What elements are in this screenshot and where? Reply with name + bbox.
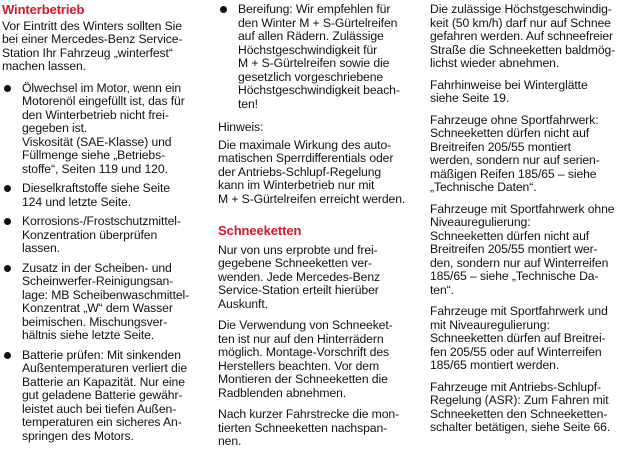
paragraph: Die zulässige Höchstgeschwindig- keit (50 km/h) darf nur auf Schnee gefahren werden. Auf schneefreier Straße die Schneeketten baldmög- lichst wieder abnehmen. [430, 2, 616, 70]
column-right [430, 3, 635, 443]
list-item: Ölwechsel im Motor, wenn ein Motorenöl eingefüllt ist, das für den Winterbetrieb nicht frei- gegeben ist. Viskosität (SAE-Klasse) und Füllmenge siehe „Betriebs- stoffe“, Seiten 119 und 120. [2, 82, 202, 177]
paragraph: Nur von uns erprobte und frei- gegebene Schneeketten ver- wenden. Jede Mercedes-Benz Service-Station erteilt hierüber Auskunft. [218, 242, 381, 311]
bullet-icon [220, 6, 227, 13]
paragraph: Fahrzeuge mit Sportfahrwerk und mit Niveauregulierung: Schneeketten dürfen auf Breitrei- fen 205/55 oder auf Winterreifen 185/65 montiert werden. [430, 304, 608, 372]
column-left [2, 3, 202, 449]
bullet-icon [4, 265, 11, 272]
bullet-icon [4, 85, 11, 92]
list-item: Dieselkraftstoffe siehe Seite 124 und letzte Seite. [2, 182, 202, 209]
tire-list [218, 3, 418, 111]
hint-label: Hinweis: [218, 120, 264, 134]
intro-paragraph: Vor Eintritt des Winters sollten Sie bei einer Mercedes-Benz Service- Station Ihr Fahrzeug „winterfest“ machen lassen. [2, 18, 183, 73]
bullet-icon [4, 185, 11, 192]
paragraph: Fahrzeuge mit Antriebs-Schlupf- Regelung (ASR): Zum Fahren mit Schneeketten den Schneeketten- schalter betätigen, siehe Seite 66. [430, 379, 611, 434]
bullet-icon [4, 218, 11, 225]
paragraph: Fahrzeuge ohne Sportfahrwerk: Schneeketten dürfen nicht auf Breitreifen 205/55 montiert werden, sondern nur auf serien- mäßigen Reifen 185/65 – siehe „Technische Daten“. [430, 112, 600, 194]
list-item: Zusatz in der Scheiben- und Scheinwerfer-Reinigungsan- lage: MB Scheibenwaschmittel- Konzentrat „W“ dem Wasser beimischen. Mischungsver- hältnis siehe letzte Seite. [2, 262, 202, 343]
paragraph: Nach kurzer Fahrstrecke die mon- tierten Schneeketten nachspan- nen. [218, 407, 400, 448]
list-item: Korrosions-/Frostschutzmittel- Konzentration überprüfen lassen. [2, 215, 202, 256]
section-heading-winterbetrieb: Winterbetrieb [2, 2, 85, 17]
bullet-icon [4, 352, 11, 359]
winter-checklist [2, 82, 202, 444]
section-heading-schneeketten: Schneeketten [218, 223, 302, 238]
list-item: Bereifung: Wir empfehlen für den Winter M + S-Gürtelreifen auf allen Rädern. Zulässige Höchstgeschwindigkeit für M + S-Gürtelreifen sowie die gesetzlich vorgeschriebene Höchstgeschwindigkeit beach- ten! [218, 3, 418, 111]
paragraph: Fahrhinweise bei Winterglätte siehe Seite 19. [430, 77, 588, 105]
column-middle [218, 3, 418, 457]
hint-text: Die maximale Wirkung des auto- matischen Sperrdifferentials oder der Antriebs-Schlupf-Regelung kann im Winterbetrieb nur mit M + S-Gürtelreifen erreicht werden. [218, 137, 406, 206]
paragraph: Fahrzeuge mit Sportfahrwerk ohne Niveauregulierung: Schneeketten dürfen nicht auf Breitreifen 205/55 montiert wer- den, sondern nur auf Winterreifen 185/65 – siehe „Technische Da- ten“. [430, 201, 615, 297]
paragraph: Die Verwendung von Schneeket- ten ist nur auf den Hinterrädern möglich. Montage-Vorschrift des Herstellers beachten. Vor dem Montieren der Schneeketten die Radblenden abnehmen. [218, 318, 393, 400]
list-item: Batterie prüfen: Mit sinkenden Außentemperaturen verliert die Batterie an Kapazität. Nur eine gut geladene Batterie gewähr- leistet auch bei tiefen Außen- temperaturen ein sicheres An- springen des Motors. [2, 349, 202, 444]
